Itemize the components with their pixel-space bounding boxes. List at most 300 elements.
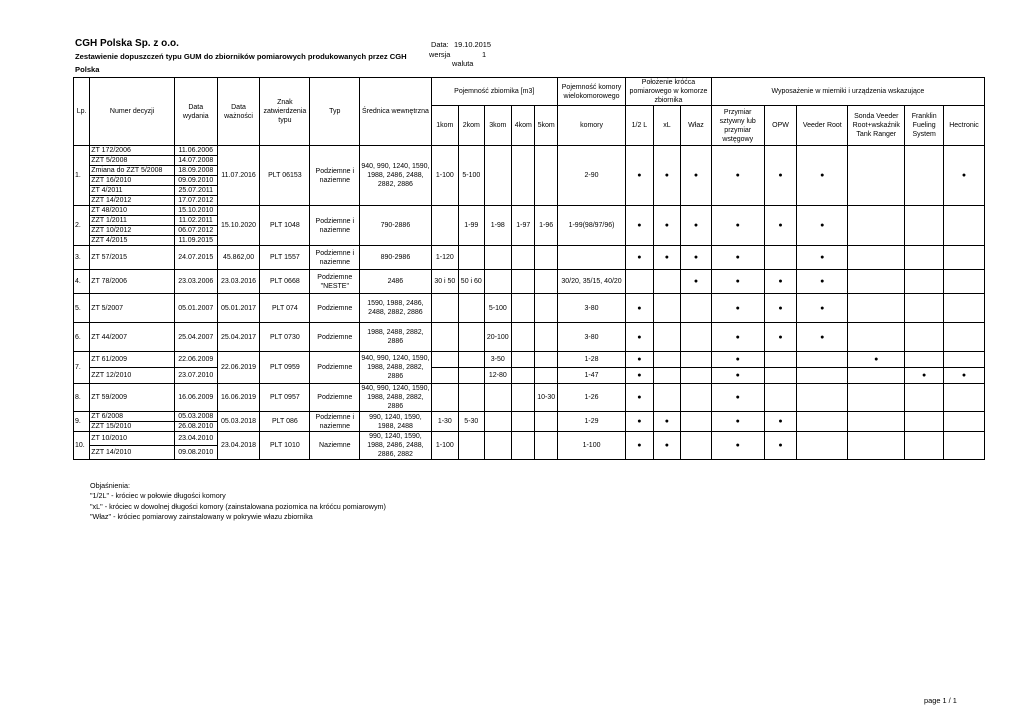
decision-number: ZZT 15/2010 <box>90 422 175 432</box>
issue-date: 26.08.2010 <box>174 422 217 432</box>
equipment-cell <box>653 384 681 412</box>
decision-number: ZT 48/2010 <box>90 206 175 216</box>
equipment-dot: ● <box>711 412 764 432</box>
compartments: 1-26 <box>557 384 625 412</box>
equipment-cell <box>848 323 905 352</box>
diameter: 940, 990, 1240, 1590, 1988, 2488, 2882, 2886 <box>360 352 431 384</box>
equipment-cell <box>681 412 712 432</box>
equipment-cell <box>944 246 985 270</box>
approvals-table <box>73 77 985 460</box>
decision-number: ZZT 5/2008 <box>90 156 175 166</box>
equipment-dot: ● <box>905 368 944 384</box>
cap-k2 <box>459 323 484 352</box>
date-value: 19.10.2015 <box>454 40 491 49</box>
cap-1kom <box>431 352 459 368</box>
compartments: 3-80 <box>557 323 625 352</box>
equipment-dot: ● <box>797 206 848 246</box>
cap-k3 <box>484 270 512 294</box>
equipment-cell <box>848 294 905 323</box>
equipment-cell <box>905 206 944 246</box>
decision-number: ZZT 12/2010 <box>90 368 175 384</box>
col-5kom: 5kom <box>535 106 557 146</box>
equipment-cell <box>944 352 985 368</box>
equipment-dot: ● <box>711 270 764 294</box>
compartments: 1-99(98/97/96) <box>557 206 625 246</box>
col-half-length: 1/2 L <box>626 106 654 146</box>
validity-date: 05.03.2018 <box>217 412 260 432</box>
validity-date: 23.04.2018 <box>217 432 260 460</box>
issue-date: 25.07.2011 <box>174 186 217 196</box>
col-validity-date: Data ważności <box>217 78 260 146</box>
equipment-cell <box>905 352 944 368</box>
table-row <box>74 432 985 446</box>
equipment-cell <box>848 246 905 270</box>
col-veeder-root: Veeder Root <box>797 106 848 146</box>
equipment-dot: ● <box>653 146 681 206</box>
col-probe-tank-ranger: Sonda Veeder Root+wskaźnik Tank Ranger <box>848 106 905 146</box>
validity-date: 25.04.2017 <box>217 323 260 352</box>
decision-number: ZZT 10/2012 <box>90 226 175 236</box>
equipment-dot: ● <box>711 206 764 246</box>
tank-type: Podziemne i naziemne <box>310 146 360 206</box>
equipment-cell <box>848 432 905 460</box>
equipment-cell <box>848 206 905 246</box>
equipment-dot: ● <box>626 323 654 352</box>
note-half-length: "1/2L" - króciec w połowie długości komory <box>90 491 226 501</box>
approval-mark: PLT 086 <box>260 412 310 432</box>
notes <box>90 481 386 522</box>
equipment-dot: ● <box>711 384 764 412</box>
compartments: 2-90 <box>557 146 625 206</box>
tank-type: Podziemne <box>310 294 360 323</box>
issue-date: 25.04.2007 <box>174 323 217 352</box>
col-equipment: Wyposażenie w mierniki i urządzenia wskazujące <box>711 78 984 106</box>
tank-type: Naziemne <box>310 432 360 460</box>
equipment-cell <box>905 294 944 323</box>
compartments: 1-100 <box>557 432 625 460</box>
cap-k4 <box>512 146 535 206</box>
row-lp: 2. <box>74 206 90 246</box>
diameter: 940, 990, 1240, 1590, 1988, 2486, 2488, 2882, 2886 <box>360 146 431 206</box>
equipment-dot: ● <box>848 352 905 368</box>
equipment-dot: ● <box>944 368 985 384</box>
equipment-dot: ● <box>711 352 764 368</box>
cap-4kom <box>512 352 535 368</box>
equipment-cell <box>653 352 681 368</box>
cap-k5: 10-30 <box>535 384 557 412</box>
issue-date: 23.07.2010 <box>174 368 217 384</box>
row-lp: 4. <box>74 270 90 294</box>
cap-k3: 5-100 <box>484 294 512 323</box>
col-compartment-capacity: Pojemność komory wielokomorowego <box>557 78 625 106</box>
approval-mark: PLT 1557 <box>260 246 310 270</box>
validity-date: 05.01.2017 <box>217 294 260 323</box>
decision-number: ZZT 14/2012 <box>90 196 175 206</box>
col-franklin: Franklin Fueling System <box>905 106 944 146</box>
equipment-dot: ● <box>681 206 712 246</box>
decision-number: ZT 57/2015 <box>90 246 175 270</box>
cap-k3 <box>484 384 512 412</box>
decision-number: ZT 44/2007 <box>90 323 175 352</box>
equipment-dot: ● <box>626 206 654 246</box>
cap-2kom <box>459 352 484 368</box>
decision-number: ZT 4/2011 <box>90 186 175 196</box>
equipment-cell <box>905 246 944 270</box>
company-name: CGH Polska Sp. z o.o. <box>75 38 179 49</box>
equipment-cell <box>944 384 985 412</box>
compartments: 1-47 <box>557 368 625 384</box>
cap-k5 <box>535 294 557 323</box>
cap-k2: 5-30 <box>459 412 484 432</box>
issue-date: 11.06.2006 <box>174 146 217 156</box>
issue-date: 11.02.2011 <box>174 216 217 226</box>
table-row <box>74 246 985 270</box>
validity-date: 16.06.2019 <box>217 384 260 412</box>
validity-date: 15.10.2020 <box>217 206 260 246</box>
equipment-cell <box>944 270 985 294</box>
tank-type: Podziemne i naziemne <box>310 412 360 432</box>
approval-mark: PLT 1010 <box>260 432 310 460</box>
note-xl: "xL" - króciec w dowolnej długości komory (zainstalowana poziomica na króćcu pomiarowym) <box>90 501 386 511</box>
equipment-dot: ● <box>653 206 681 246</box>
equipment-cell <box>653 368 681 384</box>
equipment-cell <box>653 270 681 294</box>
equipment-cell <box>681 294 712 323</box>
row-lp: 5. <box>74 294 90 323</box>
equipment-dot: ● <box>711 146 764 206</box>
issue-date: 18.09.2008 <box>174 166 217 176</box>
equipment-cell <box>905 432 944 460</box>
equipment-cell <box>681 384 712 412</box>
diameter: 1988, 2488, 2882, 2886 <box>360 323 431 352</box>
compartments: 30/20, 35/15, 40/20 <box>557 270 625 294</box>
cap-k1: 30 i 50 <box>431 270 459 294</box>
equipment-cell <box>944 206 985 246</box>
col-manhole: Właz <box>681 106 712 146</box>
cap-3kom: 3-50 <box>484 352 512 368</box>
cap-k1 <box>431 206 459 246</box>
cap-k1 <box>431 384 459 412</box>
equipment-dot: ● <box>681 146 712 206</box>
equipment-cell <box>653 294 681 323</box>
col-2kom: 2kom <box>459 106 484 146</box>
cap-k4 <box>512 246 535 270</box>
equipment-dot: ● <box>797 270 848 294</box>
equipment-dot: ● <box>711 323 764 352</box>
col-xl: xL <box>653 106 681 146</box>
compartments: 3-80 <box>557 294 625 323</box>
equipment-cell <box>848 146 905 206</box>
equipment-dot: ● <box>711 246 764 270</box>
equipment-dot: ● <box>797 146 848 206</box>
equipment-dot: ● <box>626 352 654 368</box>
decision-number: ZZT 1/2011 <box>90 216 175 226</box>
cap-k2 <box>459 384 484 412</box>
equipment-cell <box>797 412 848 432</box>
equipment-cell <box>797 368 848 384</box>
cap-k3: 1-98 <box>484 206 512 246</box>
row-lp: 10. <box>74 432 90 460</box>
currency-label: waluta <box>452 59 474 68</box>
equipment-dot: ● <box>764 412 797 432</box>
cap-2kom <box>459 368 484 384</box>
approval-mark: PLT 06153 <box>260 146 310 206</box>
equipment-dot: ● <box>711 294 764 323</box>
issue-date: 15.10.2010 <box>174 206 217 216</box>
equipment-cell <box>944 323 985 352</box>
equipment-cell <box>681 432 712 460</box>
validity-date: 11.07.2016 <box>217 146 260 206</box>
issue-date: 24.07.2015 <box>174 246 217 270</box>
equipment-cell <box>653 323 681 352</box>
row-lp: 3. <box>74 246 90 270</box>
cap-k4 <box>512 432 535 460</box>
tank-type: Podziemne i naziemne <box>310 206 360 246</box>
equipment-cell <box>764 352 797 368</box>
table-row <box>74 270 985 294</box>
cap-k5 <box>535 323 557 352</box>
cap-k1: 1-100 <box>431 432 459 460</box>
decision-number: ZT 10/2010 <box>90 432 175 446</box>
issue-date: 11.09.2015 <box>174 236 217 246</box>
row-lp: 7. <box>74 352 90 384</box>
equipment-cell <box>797 384 848 412</box>
equipment-cell <box>905 146 944 206</box>
equipment-dot: ● <box>626 246 654 270</box>
equipment-dot: ● <box>764 270 797 294</box>
table-row <box>74 294 985 323</box>
equipment-cell <box>905 384 944 412</box>
cap-k2: 1-99 <box>459 206 484 246</box>
approval-mark: PLT 0957 <box>260 384 310 412</box>
equipment-cell <box>797 352 848 368</box>
validity-date: 23.03.2016 <box>217 270 260 294</box>
diameter: 790-2886 <box>360 206 431 246</box>
equipment-dot: ● <box>626 432 654 460</box>
notes-title: Objaśnienia: <box>90 481 130 490</box>
equipment-dot: ● <box>653 246 681 270</box>
decision-number: ZZT 4/2015 <box>90 236 175 246</box>
table-row <box>74 206 985 216</box>
equipment-dot: ● <box>626 146 654 206</box>
decision-number: ZT 78/2006 <box>90 270 175 294</box>
tank-type: Podziemne i naziemne <box>310 246 360 270</box>
equipment-cell <box>681 323 712 352</box>
equipment-cell <box>944 432 985 460</box>
decision-number: ZT 5/2007 <box>90 294 175 323</box>
issue-date: 05.03.2008 <box>174 412 217 422</box>
row-lp: 6. <box>74 323 90 352</box>
cap-k5 <box>535 246 557 270</box>
equipment-dot: ● <box>626 294 654 323</box>
equipment-cell <box>797 432 848 460</box>
approval-mark: PLT 1048 <box>260 206 310 246</box>
cap-k4 <box>512 323 535 352</box>
diameter: 1590, 1988, 2486, 2488, 2882, 2886 <box>360 294 431 323</box>
decision-number: ZT 59/2009 <box>90 384 175 412</box>
equipment-dot: ● <box>681 246 712 270</box>
cap-k4 <box>512 270 535 294</box>
col-tank-capacity: Pojemność zbiornika [m3] <box>431 78 557 106</box>
issue-date: 16.06.2009 <box>174 384 217 412</box>
col-decision-number: Numer decyzji <box>90 78 175 146</box>
date-label: Data: <box>431 40 449 49</box>
compartments: 1-29 <box>557 412 625 432</box>
approval-mark: PLT 0668 <box>260 270 310 294</box>
col-approval-mark: Znak zatwierdzenia typu <box>260 78 310 146</box>
equipment-cell <box>905 412 944 432</box>
document-subtitle: Zestawienie dopuszczeń typu GUM do zbiorników pomiarowych produkowanych przez CGH Polska <box>75 52 407 74</box>
cap-k5 <box>535 270 557 294</box>
cap-k1 <box>431 294 459 323</box>
equipment-dot: ● <box>626 412 654 432</box>
diameter: 990, 1240, 1590, 1988, 2486, 2488, 2886, 2882 <box>360 432 431 460</box>
equipment-dot: ● <box>626 384 654 412</box>
decision-number: ZZT 14/2010 <box>90 446 175 460</box>
compartments <box>557 246 625 270</box>
equipment-dot: ● <box>764 146 797 206</box>
equipment-cell <box>905 270 944 294</box>
equipment-dot: ● <box>626 368 654 384</box>
equipment-dot: ● <box>681 270 712 294</box>
cap-k2: 5-100 <box>459 146 484 206</box>
equipment-dot: ● <box>797 323 848 352</box>
equipment-cell <box>848 270 905 294</box>
equipment-dot: ● <box>764 294 797 323</box>
cap-5kom <box>535 368 557 384</box>
col-nozzle-position: Położenie króćca pomiarowego w komorze zbiornika <box>626 78 712 106</box>
cap-k1: 1-100 <box>431 146 459 206</box>
cap-k5: 1-96 <box>535 206 557 246</box>
cap-1kom <box>431 368 459 384</box>
approval-mark: PLT 0730 <box>260 323 310 352</box>
cap-k2 <box>459 432 484 460</box>
equipment-dot: ● <box>653 432 681 460</box>
equipment-cell <box>944 412 985 432</box>
approval-mark: PLT 074 <box>260 294 310 323</box>
table-body <box>74 146 985 460</box>
diameter: 990, 1240, 1590, 1988, 2488 <box>360 412 431 432</box>
issue-date: 14.07.2008 <box>174 156 217 166</box>
cap-k4 <box>512 294 535 323</box>
version-value: 1 <box>482 50 487 59</box>
tank-type: Podziemne "NESTE" <box>310 270 360 294</box>
equipment-dot: ● <box>764 206 797 246</box>
equipment-cell <box>681 352 712 368</box>
decision-number: ZT 61/2009 <box>90 352 175 368</box>
issue-date: 23.03.2006 <box>174 270 217 294</box>
diameter: 890-2986 <box>360 246 431 270</box>
cap-4kom <box>512 368 535 384</box>
table-row <box>74 384 985 412</box>
col-diameter: Średnica wewnętrzna <box>360 78 431 146</box>
cap-k4 <box>512 384 535 412</box>
issue-date: 09.08.2010 <box>174 446 217 460</box>
col-1kom: 1kom <box>431 106 459 146</box>
equipment-dot: ● <box>711 368 764 384</box>
equipment-cell <box>848 384 905 412</box>
validity-date: 45.862,00 <box>217 246 260 270</box>
issue-date: 05.01.2007 <box>174 294 217 323</box>
issue-date: 23.04.2010 <box>174 432 217 446</box>
col-opw: OPW <box>764 106 797 146</box>
decision-number: ZT 6/2008 <box>90 412 175 422</box>
equipment-cell <box>905 323 944 352</box>
col-lp: Lp. <box>74 78 90 146</box>
cap-k1: 1-120 <box>431 246 459 270</box>
diameter: 2486 <box>360 270 431 294</box>
col-dipstick: Przymiar sztywny lub przymiar wstęgowy <box>711 106 764 146</box>
cap-k2 <box>459 294 484 323</box>
cap-k5 <box>535 432 557 460</box>
equipment-cell <box>626 270 654 294</box>
col-issue-date: Data wydania <box>174 78 217 146</box>
diameter: 940, 990, 1240, 1590, 1988, 2488, 2882, 2886 <box>361 385 430 410</box>
col-compartments: komory <box>557 106 625 146</box>
issue-date: 17.07.2012 <box>174 196 217 206</box>
cap-k3: 20-100 <box>484 323 512 352</box>
equipment-dot: ● <box>797 294 848 323</box>
table-row <box>74 323 985 352</box>
tank-type: Podziemne <box>310 323 360 352</box>
cap-k3 <box>484 246 512 270</box>
validity-date: 22.06.2019 <box>217 352 260 384</box>
cap-k1 <box>431 323 459 352</box>
col-hectronic: Hectronic <box>944 106 985 146</box>
equipment-dot: ● <box>711 432 764 460</box>
equipment-cell <box>848 368 905 384</box>
cap-k3 <box>484 432 512 460</box>
cap-k4: 1-97 <box>512 206 535 246</box>
equipment-cell <box>848 412 905 432</box>
cap-k5 <box>535 146 557 206</box>
compartments: 1-28 <box>557 352 625 368</box>
equipment-cell <box>764 368 797 384</box>
cap-k2 <box>459 246 484 270</box>
col-type: Typ <box>310 78 360 146</box>
table-row <box>74 368 985 384</box>
row-lp: 9. <box>74 412 90 432</box>
row-lp: 8. <box>74 384 90 412</box>
equipment-cell <box>944 294 985 323</box>
version-label: wersja <box>429 50 451 59</box>
page-number: page 1 / 1 <box>924 696 957 705</box>
decision-number: ZT 172/2006 <box>90 146 175 156</box>
table-row <box>74 352 985 368</box>
cap-k3 <box>484 146 512 206</box>
col-4kom: 4kom <box>512 106 535 146</box>
cap-k1: 1-30 <box>431 412 459 432</box>
issue-date: 22.06.2009 <box>174 352 217 368</box>
cap-5kom <box>535 352 557 368</box>
note-manhole: "Właz" - króciec pomiarowy zainstalowany w pokrywie włazu zbiornika <box>90 511 313 521</box>
equipment-dot: ● <box>764 432 797 460</box>
issue-date: 09.09.2010 <box>174 176 217 186</box>
equipment-dot: ● <box>653 412 681 432</box>
table-row <box>74 412 985 422</box>
equipment-cell <box>764 384 797 412</box>
equipment-dot: ● <box>797 246 848 270</box>
cap-3kom: 12-80 <box>484 368 512 384</box>
equipment-dot: ● <box>764 323 797 352</box>
tank-type: Podziemne <box>310 384 360 412</box>
table-row <box>74 146 985 156</box>
tank-type: Podziemne <box>310 352 360 384</box>
decision-number: ZZT 16/2010 <box>90 176 175 186</box>
equipment-cell <box>681 368 712 384</box>
cap-k4 <box>512 412 535 432</box>
cap-k5 <box>535 412 557 432</box>
